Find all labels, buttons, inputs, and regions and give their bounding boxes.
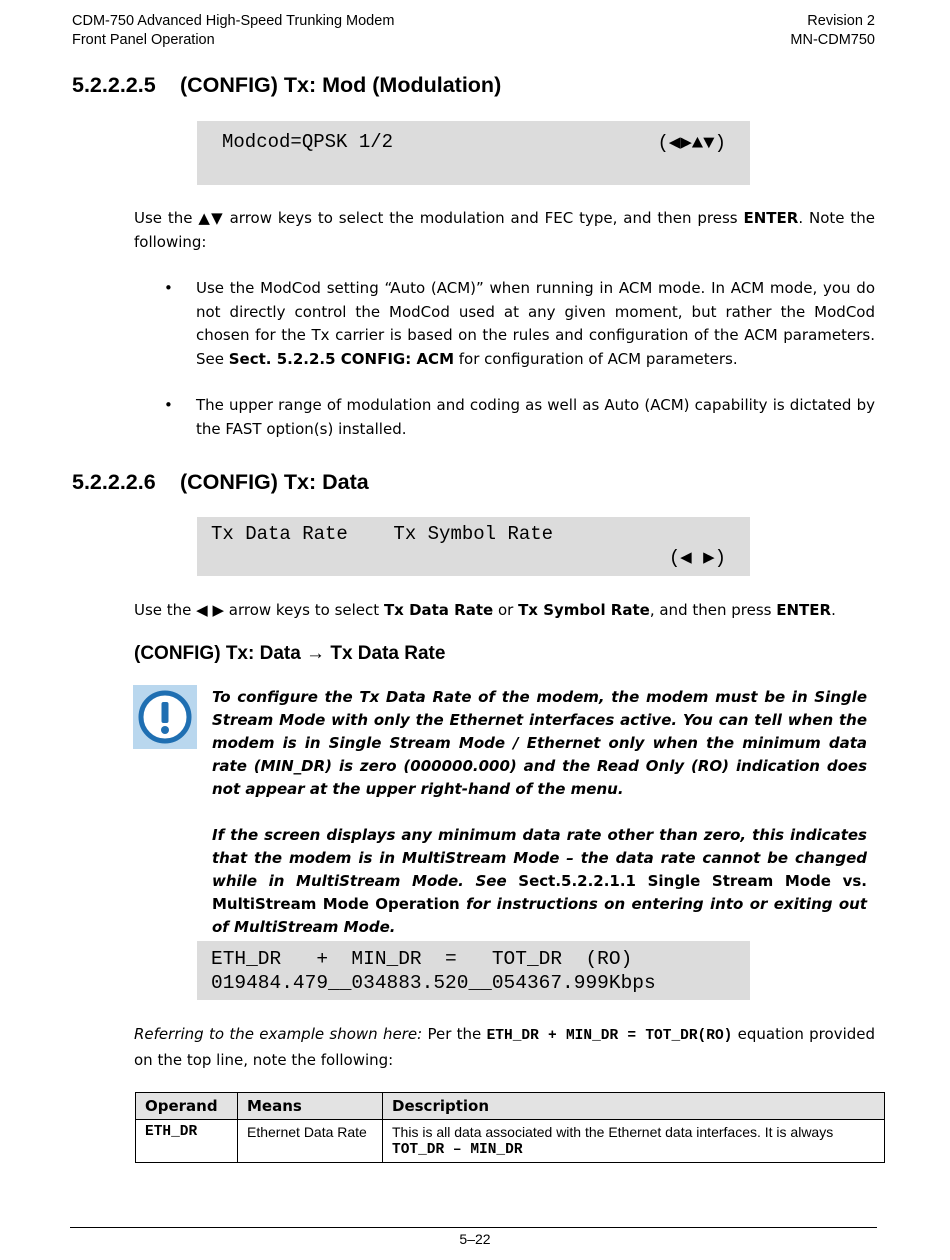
section-number: 5.2.2.2.6 bbox=[72, 470, 156, 494]
section-heading-mod bbox=[72, 73, 501, 98]
document-number: MN-CDM750 bbox=[790, 32, 875, 48]
note-block bbox=[212, 686, 867, 962]
description-cell: This is all data associated with the Ethernet data interfaces. It is always TOT_DR – MIN_DR bbox=[383, 1120, 885, 1163]
header-left bbox=[72, 12, 394, 50]
lcd-display-data bbox=[197, 517, 750, 576]
list-item: • The upper range of modulation and coding as well as Auto (ACM) capability is dictated by the FAST option(s) installed. bbox=[134, 394, 875, 441]
column-header: Description bbox=[383, 1093, 885, 1120]
exclamation-circle-icon bbox=[133, 685, 197, 749]
column-header: Operand bbox=[136, 1093, 238, 1120]
section-title: (CONFIG) Tx: Mod (Modulation) bbox=[180, 73, 502, 97]
operand-table bbox=[135, 1092, 885, 1163]
lcd-rates-line-1: ETH_DR + MIN_DR = TOT_DR (RO) bbox=[211, 948, 633, 970]
means-cell: Ethernet Data Rate bbox=[238, 1120, 383, 1163]
mod-intro-paragraph bbox=[134, 207, 875, 254]
footer-divider bbox=[70, 1227, 877, 1228]
mod-intro-text: Use the ▲▼ arrow keys to select the modulation and FEC type, and then press bbox=[134, 209, 744, 227]
mod-intro-text-end: . Note the following: bbox=[134, 209, 875, 251]
note-paragraph-1: To configure the Tx Data Rate of the modem, the modem must be in Single Stream Mode with only the Ethernet interfaces active. You can tell when the modem is in Single Stream Mode / Ethernet only when the minimum data rate (MIN_DR) is zero (000000.000) and the Read Only (RO) indication does not appear at the upper right-hand of the menu. bbox=[212, 688, 867, 798]
mod-bullet-list bbox=[134, 277, 875, 464]
enter-key-label: ENTER bbox=[743, 209, 799, 227]
lcd-modcod-text: Modcod=QPSK 1/2 bbox=[222, 131, 394, 153]
data-intro-paragraph: Use the ◀ ▶ arrow keys to select Tx Data Rate or Tx Symbol Rate, and then press ENTER. bbox=[134, 601, 836, 619]
table-row bbox=[136, 1120, 885, 1163]
section-title: (CONFIG) Tx: Data bbox=[180, 470, 369, 494]
table-header-row bbox=[136, 1093, 885, 1120]
operand-cell: ETH_DR bbox=[136, 1120, 238, 1163]
lcd-rates-line-2: 019484.479__034883.520__054367.999Kbps bbox=[211, 972, 656, 994]
acm-section-reference: Sect. 5.2.2.5 CONFIG: ACM bbox=[228, 349, 454, 368]
note-paragraph-2: If the screen displays any minimum data rate other than zero, this indicates that the modem is in MultiStream Mode – the data rate cannot be changed while in MultiStream Mode. See Sect.5.2.2.1.1 Single Stream Mode vs. MultiStream Mode Operation for instructions on entering into or exiting out of MultiStream Mode. bbox=[212, 826, 868, 936]
lcd-arrow-keys-icon: (◀ ▶) bbox=[668, 547, 726, 569]
referring-paragraph: Referring to the example shown here: Per the ETH_DR + MIN_DR = TOT_DR(RO) equation provided on the top line, note the following: bbox=[134, 1025, 876, 1069]
multistream-section-reference: Sect.5.2.2.1.1 Single Stream Mode vs. MultiStream Mode Operation bbox=[212, 872, 868, 913]
lcd-data-text: Tx Data Rate Tx Symbol Rate bbox=[211, 523, 554, 545]
page-number: 5–22 bbox=[459, 1231, 491, 1247]
lcd-display-modcod bbox=[197, 121, 750, 185]
section-heading-data bbox=[72, 470, 369, 495]
column-header: Means bbox=[238, 1093, 383, 1120]
document-subtitle: Front Panel Operation bbox=[72, 32, 215, 48]
lcd-arrow-keys-icon: (◀▶▲▼) bbox=[657, 132, 726, 154]
header-right bbox=[790, 12, 875, 50]
equation-code: ETH_DR + MIN_DR = TOT_DR(RO) bbox=[486, 1028, 733, 1044]
subsection-heading: (CONFIG) Tx: Data → Tx Data Rate bbox=[134, 643, 446, 664]
tx-symbol-rate-label: Tx Symbol Rate bbox=[518, 601, 650, 619]
section-number: 5.2.2.2.5 bbox=[72, 73, 156, 97]
list-item: • Use the ModCod setting “Auto (ACM)” when running in ACM mode. In ACM mode, you do not directly control the ModCod used at any given moment, but rather the ModCod chosen for the Tx carrier is based on the rules and configuration of the ACM parameters. See Sect. 5.2.2.5 CONFIG: ACM for configuration of ACM parameters. bbox=[134, 277, 875, 371]
tx-data-rate-label: Tx Data Rate bbox=[383, 601, 494, 619]
document-title: CDM-750 Advanced High-Speed Trunking Modem bbox=[72, 13, 395, 29]
lcd-display-rates bbox=[197, 941, 750, 1000]
enter-key-label: ENTER bbox=[776, 601, 832, 619]
revision: Revision 2 bbox=[807, 13, 875, 29]
